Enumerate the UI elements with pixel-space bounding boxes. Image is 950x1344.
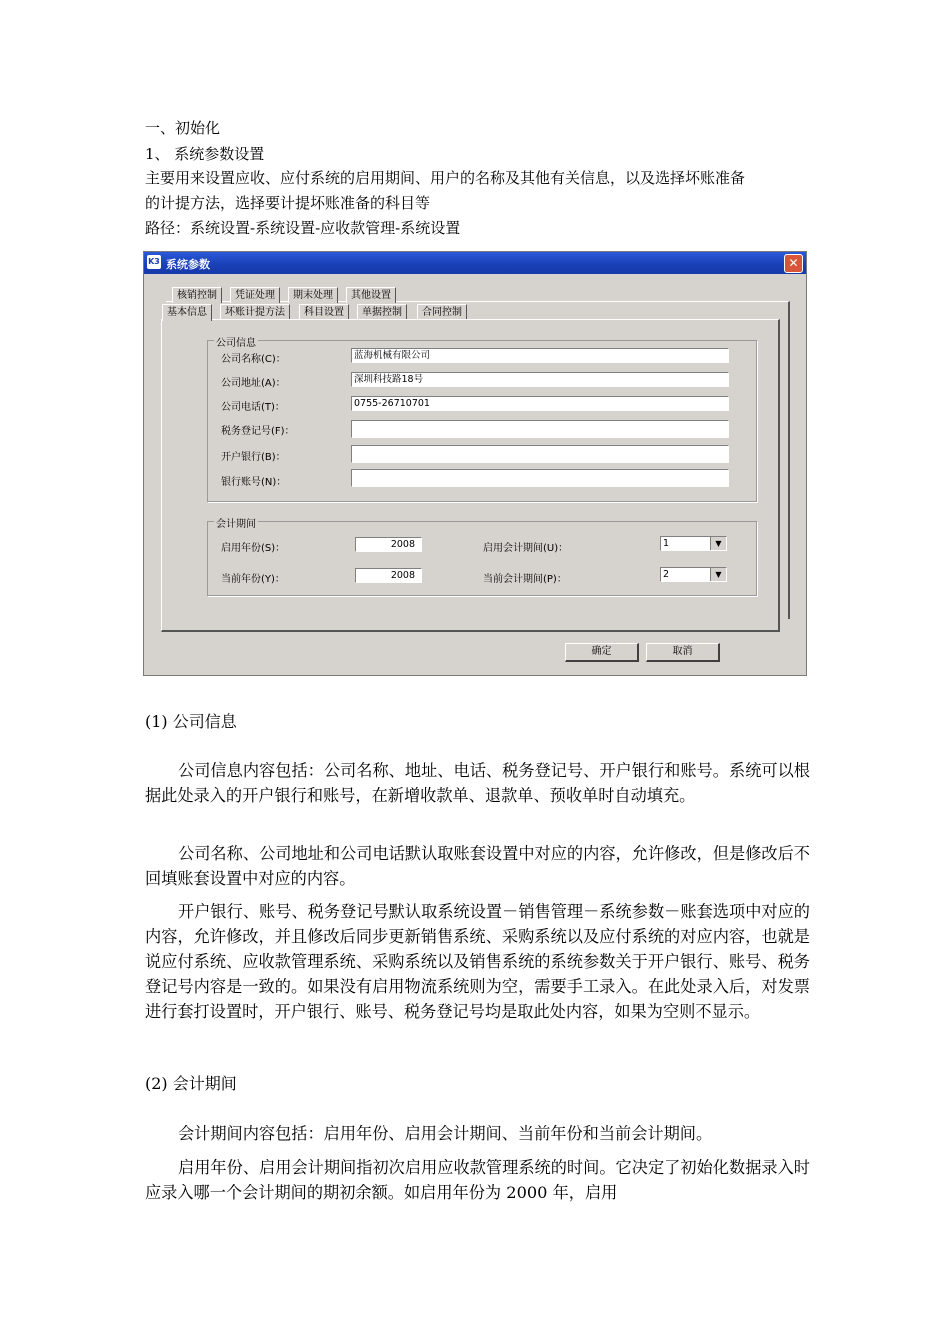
close-icon[interactable]: ✕: [784, 254, 803, 273]
section-company-info-title: (1) 公司信息: [145, 712, 237, 731]
dialog-title: 系统参数: [166, 258, 210, 271]
current-period-value: 2: [663, 569, 670, 580]
company-name-label: 公司名称(C)：: [221, 354, 286, 365]
chevron-down-icon[interactable]: ▼: [710, 537, 726, 550]
start-year-label: 启用年份(S)：: [221, 543, 286, 554]
current-period-select[interactable]: [660, 567, 727, 582]
bank-account-field[interactable]: [351, 469, 729, 487]
intro-line-1: 主要用来设置应收、应付系统的启用期间、用户的名称及其他有关信息，以及选择坏账准备: [145, 169, 746, 187]
bank-field[interactable]: [351, 445, 729, 463]
section-accounting-period-para-2: 启用年份、启用会计期间指初次启用应收款管理系统的时间。它决定了初始化数据录入时应录入哪一个会计期间的期初余额。如启用年份为 2000 年，启用: [145, 1158, 810, 1202]
company-phone-field[interactable]: 0755-26710701: [351, 396, 729, 411]
tax-number-label: 税务登记号(F)：: [221, 426, 295, 437]
company-name-field[interactable]: 蓝海机械有限公司: [351, 348, 729, 363]
tab-document-control[interactable]: 单据控制: [357, 304, 407, 320]
ok-button[interactable]: 确定: [565, 643, 639, 662]
current-year-label: 当前年份(Y)：: [221, 574, 285, 585]
section-company-info-para-2: 公司名称、公司地址和公司电话默认取账套设置中对应的内容，允许修改，但是修改后不回填账套设置中对应的内容。: [145, 844, 810, 888]
start-year-field[interactable]: 2008: [355, 537, 422, 552]
intro-line-2: 的计提方法，选择要计提坏账准备的科目等: [145, 194, 431, 212]
cancel-button[interactable]: 取消: [646, 643, 720, 662]
section-company-info-para-1: 公司信息内容包括：公司名称、地址、电话、税务登记号、开户银行和账号。系统可以根据此处录入的开户银行和账号，在新增收款单、退款单、预收单时自动填充。: [145, 761, 810, 805]
company-address-label: 公司地址(A)：: [221, 378, 286, 389]
tab-other-settings[interactable]: 其他设置: [346, 287, 396, 303]
accounting-period-group: [207, 521, 757, 596]
start-period-label: 启用会计期间(U)：: [483, 543, 569, 554]
tab-basic-info[interactable]: 基本信息: [162, 304, 212, 321]
tax-number-field[interactable]: [351, 420, 729, 438]
accounting-period-group-title: 会计期间: [214, 515, 258, 530]
chevron-down-icon[interactable]: ▼: [710, 568, 726, 581]
section-company-info-para-3: 开户银行、账号、税务登记号默认取系统设置－销售管理－系统参数－账套选项中对应的内容，允许修改，并且修改后同步更新销售系统、采购系统以及应付系统的对应内容，也就是说应付系统、应收款管理系统、采购系统以及销售系统的系统参数关于开户银行、账号、税务登记号内容是一致的。如果没有启用物流系统则为空，需要手工录入。在此处录入后，对发票进行套打设置时，开户银行、账号、税务登记号均是取此处内容，如果为空则不显示。: [145, 902, 810, 1021]
section-accounting-period-para-1: 会计期间内容包括：启用年份、启用会计期间、当前年份和当前会计期间。: [178, 1124, 713, 1143]
heading-system-params: 1、 系统参数设置: [145, 145, 265, 163]
current-period-label: 当前会计期间(P)：: [483, 574, 567, 585]
k3-logo-icon: K3: [147, 255, 161, 269]
tab-period-end[interactable]: 期末处理: [288, 287, 338, 303]
system-params-dialog: [143, 251, 807, 676]
bank-account-label: 银行账号(N)：: [221, 477, 287, 488]
tab-bad-debt-method[interactable]: 坏账计提方法: [220, 304, 290, 320]
tab-voucher-processing[interactable]: 凭证处理: [230, 287, 280, 303]
bank-label: 开户银行(B)：: [221, 452, 286, 463]
path-text: 路径：系统设置-系统设置-应收款管理-系统设置: [145, 219, 461, 237]
tab-writeoff-control[interactable]: 核销控制: [172, 287, 222, 303]
section-accounting-period-title: (2) 会计期间: [145, 1074, 237, 1093]
company-info-group-title: 公司信息: [214, 334, 258, 349]
dialog-titlebar: [144, 252, 806, 274]
start-period-select[interactable]: [660, 536, 727, 551]
company-phone-label: 公司电话(T)：: [221, 402, 285, 413]
current-year-field[interactable]: 2008: [355, 568, 422, 583]
start-period-value: 1: [663, 538, 670, 549]
heading-init: 一、初始化: [145, 119, 221, 137]
tab-contract-control[interactable]: 合同控制: [417, 304, 467, 320]
company-address-field[interactable]: 深圳科技路18号: [351, 372, 729, 387]
tab-account-settings[interactable]: 科目设置: [299, 304, 349, 320]
